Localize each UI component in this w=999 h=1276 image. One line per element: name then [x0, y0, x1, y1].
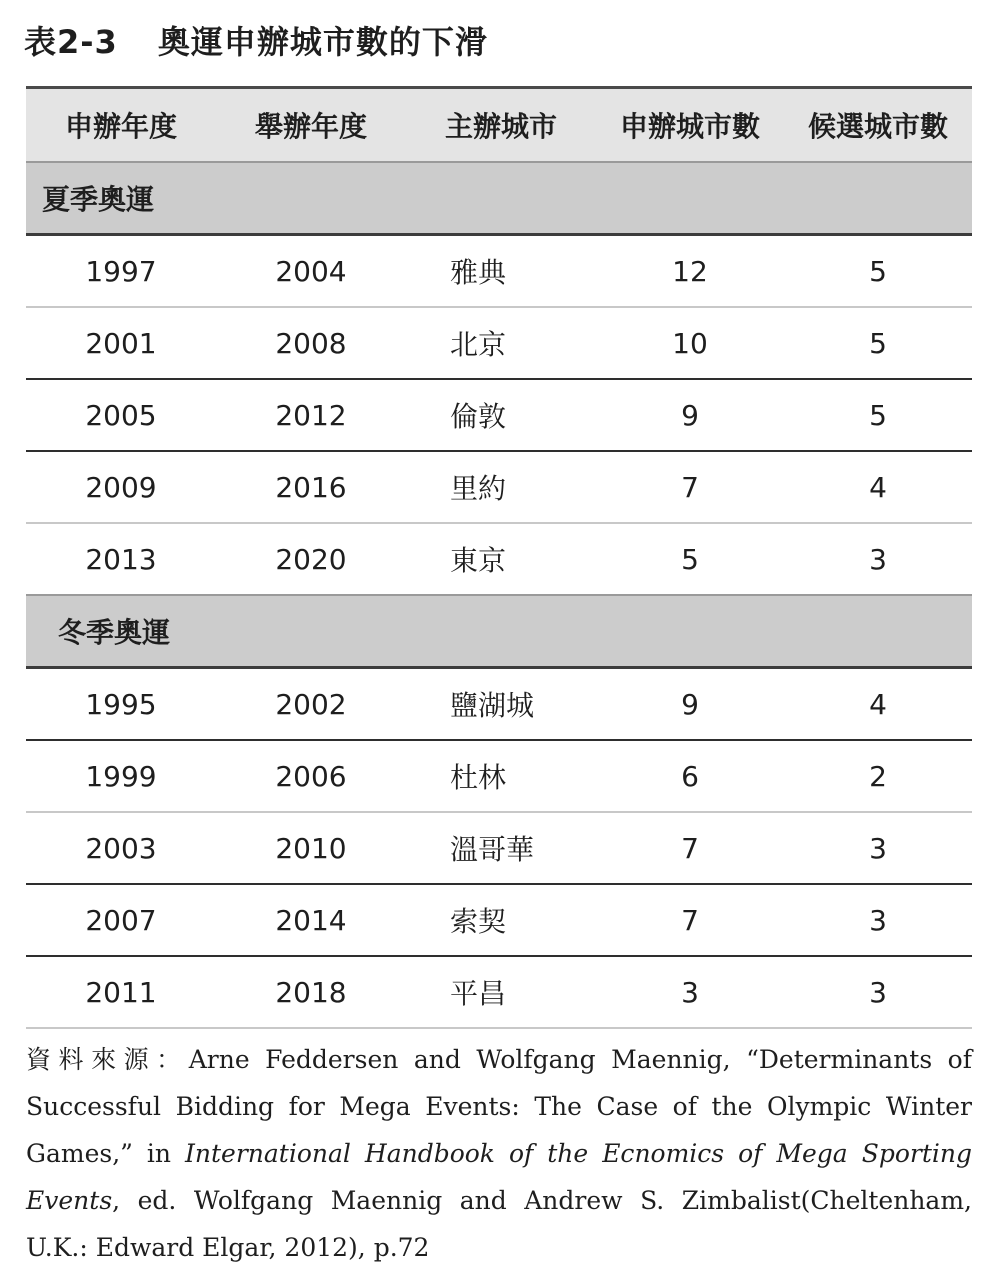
column-header-host-city: 主辦城市	[444, 110, 557, 143]
table-row	[26, 307, 972, 379]
table-number: 表2-3	[24, 23, 118, 61]
column-header-host-year: 舉辦年度	[254, 110, 367, 143]
table-row	[26, 379, 972, 451]
cell-host-year: 2012	[216, 379, 406, 451]
cell-host-city: 北京	[406, 307, 596, 379]
section-row-winter	[26, 595, 972, 668]
table-row	[26, 740, 972, 812]
cell-bid-cities: 7	[596, 812, 784, 884]
cell-candidate-cities: 5	[869, 254, 887, 288]
cell-candidate-cities: 3	[784, 812, 972, 884]
cell-host-year: 2010	[216, 812, 406, 884]
cell-candidate-cities: 4	[869, 687, 887, 721]
table-row	[26, 812, 972, 884]
cell-candidate-cities: 2	[784, 740, 972, 812]
table-row	[26, 668, 972, 741]
column-header-candidate-cities: 候選城市數	[807, 110, 948, 143]
source-citation: Arne Feddersen and Wolfgang Maennig, “Determinants of Successful Bidding for Mega Events: The Case of the Olympic Winter Games,” in	[26, 1045, 972, 1168]
cell-host-city: 里約	[406, 451, 596, 523]
cell-bid-cities: 9	[596, 379, 784, 451]
cell-host-year: 2008	[216, 307, 406, 379]
table-title	[24, 14, 488, 66]
cell-bid-cities: 5	[596, 523, 784, 595]
cell-bid-year: 2001	[26, 307, 216, 379]
cell-candidate-cities: 3	[784, 956, 972, 1028]
table-row	[26, 235, 972, 308]
cell-bid-year: 2009	[26, 451, 216, 523]
table-row	[26, 523, 972, 595]
cell-bid-cities: 7	[596, 884, 784, 956]
cell-candidate-cities: 4	[784, 451, 972, 523]
cell-bid-cities: 7	[596, 451, 784, 523]
cell-host-city: 平昌	[406, 956, 596, 1028]
source-citation-end: , ed. Wolfgang Maennig and Andrew S. Zimbalist(Cheltenham, U.K.: Edward Elgar, 2012), p.72	[26, 1186, 972, 1262]
cell-bid-year: 2011	[26, 956, 216, 1028]
cell-host-city: 雅典	[450, 256, 507, 289]
cell-bid-year: 2003	[26, 812, 216, 884]
cell-candidate-cities: 5	[784, 307, 972, 379]
cell-host-city: 杜林	[406, 740, 596, 812]
cell-candidate-cities: 3	[784, 884, 972, 956]
source-label: 資料來源：	[26, 1045, 189, 1074]
cell-host-year: 2002	[275, 687, 347, 721]
cell-bid-cities: 9	[681, 687, 699, 721]
source-note	[26, 1036, 972, 1271]
cell-bid-cities: 3	[596, 956, 784, 1028]
cell-bid-year: 2005	[26, 379, 216, 451]
cell-host-year: 2016	[216, 451, 406, 523]
cell-bid-year: 1999	[26, 740, 216, 812]
column-header-bid-cities: 申辦城市數	[619, 110, 760, 143]
cell-host-city: 鹽湖城	[450, 689, 535, 722]
table-row	[26, 956, 972, 1028]
cell-bid-cities: 10	[596, 307, 784, 379]
cell-bid-cities: 6	[596, 740, 784, 812]
cell-host-year: 2020	[216, 523, 406, 595]
source-book-title: International Handbook of the Ecnomics of Mega Sporting Events	[26, 1139, 972, 1215]
table-row	[26, 451, 972, 523]
cell-bid-year: 2007	[26, 884, 216, 956]
column-header-bid-year: 申辦年度	[64, 110, 177, 143]
cell-candidate-cities: 5	[784, 379, 972, 451]
cell-host-city: 溫哥華	[406, 812, 596, 884]
section-label: 冬季奧運	[26, 595, 972, 668]
table-row	[26, 884, 972, 956]
cell-bid-year: 2013	[26, 523, 216, 595]
cell-candidate-cities: 3	[784, 523, 972, 595]
cell-bid-year: 1997	[85, 254, 157, 288]
cell-host-city: 倫敦	[406, 379, 596, 451]
olympic-bid-table	[26, 86, 972, 1029]
table-caption: 奧運申辦城市數的下滑	[157, 23, 488, 61]
cell-bid-year: 1995	[85, 687, 157, 721]
header-row	[26, 88, 972, 163]
cell-host-city: 索契	[406, 884, 596, 956]
cell-bid-cities: 12	[672, 254, 708, 288]
section-label: 夏季奧運	[26, 162, 972, 235]
cell-host-city: 東京	[406, 523, 596, 595]
section-row-summer	[26, 162, 972, 235]
cell-host-year: 2018	[216, 956, 406, 1028]
cell-host-year: 2014	[216, 884, 406, 956]
cell-host-year: 2004	[275, 254, 347, 288]
cell-host-year: 2006	[216, 740, 406, 812]
